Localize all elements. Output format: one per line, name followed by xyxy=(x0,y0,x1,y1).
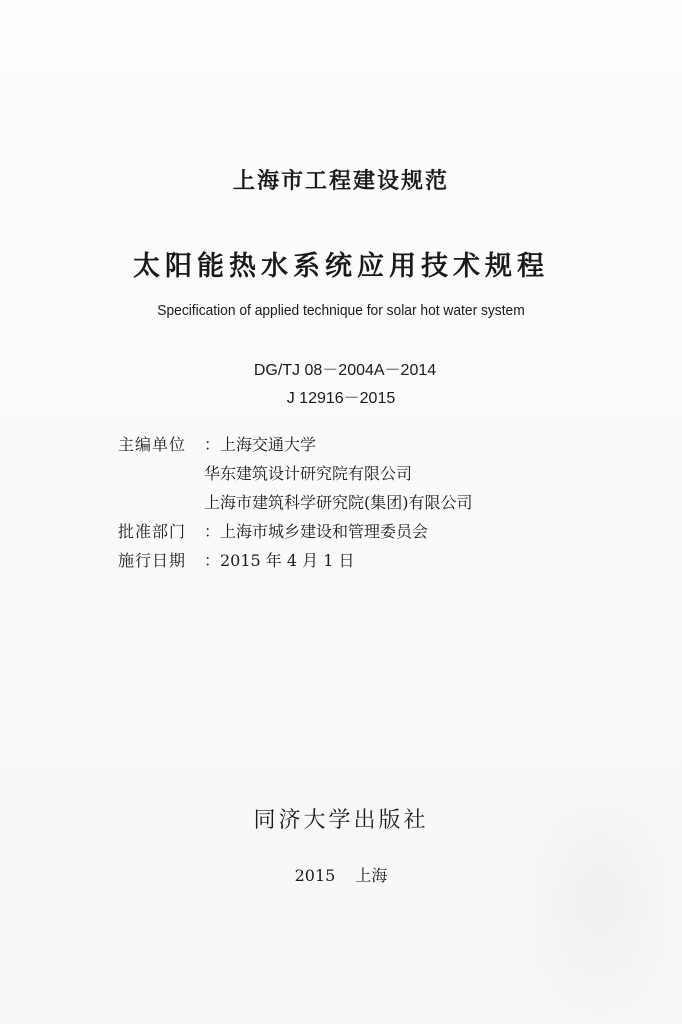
info-label: 批准部门 xyxy=(118,522,187,541)
record-number: J 12916－2015 xyxy=(286,390,396,407)
info-row-effective-date xyxy=(118,546,473,575)
info-value: ：上海交通大学 xyxy=(204,435,317,454)
info-value: ：上海市城乡建设和管理委员会 xyxy=(204,522,429,541)
standard-series: 上海市工程建设规范 xyxy=(232,169,449,194)
info-block xyxy=(118,430,473,575)
standard-code: DG/TJ 08－2004A－2014 xyxy=(253,362,437,379)
info-label: 主编单位 xyxy=(118,435,187,454)
publication-info xyxy=(0,863,682,886)
publisher-name: 同济大学出版社 xyxy=(253,808,429,833)
info-row-editor-3 xyxy=(118,488,473,517)
info-label: 施行日期 xyxy=(118,551,187,570)
info-value: 上海市建筑科学研究院(集团)有限公司 xyxy=(204,493,473,512)
info-value: ：2015 年 4 月 1 日 xyxy=(204,551,355,570)
publication-city: 上海 xyxy=(355,866,388,885)
title-chinese: 太阳能热水系统应用技术规程 xyxy=(133,251,549,282)
info-row-editor xyxy=(118,430,473,459)
info-row-editor-2 xyxy=(118,459,473,488)
info-row-approver xyxy=(118,517,473,546)
publication-year: 2015 xyxy=(294,866,336,885)
title-english: Specification of applied technique for solar hot water system xyxy=(157,302,525,319)
info-value: 华东建筑设计研究院有限公司 xyxy=(204,464,413,483)
